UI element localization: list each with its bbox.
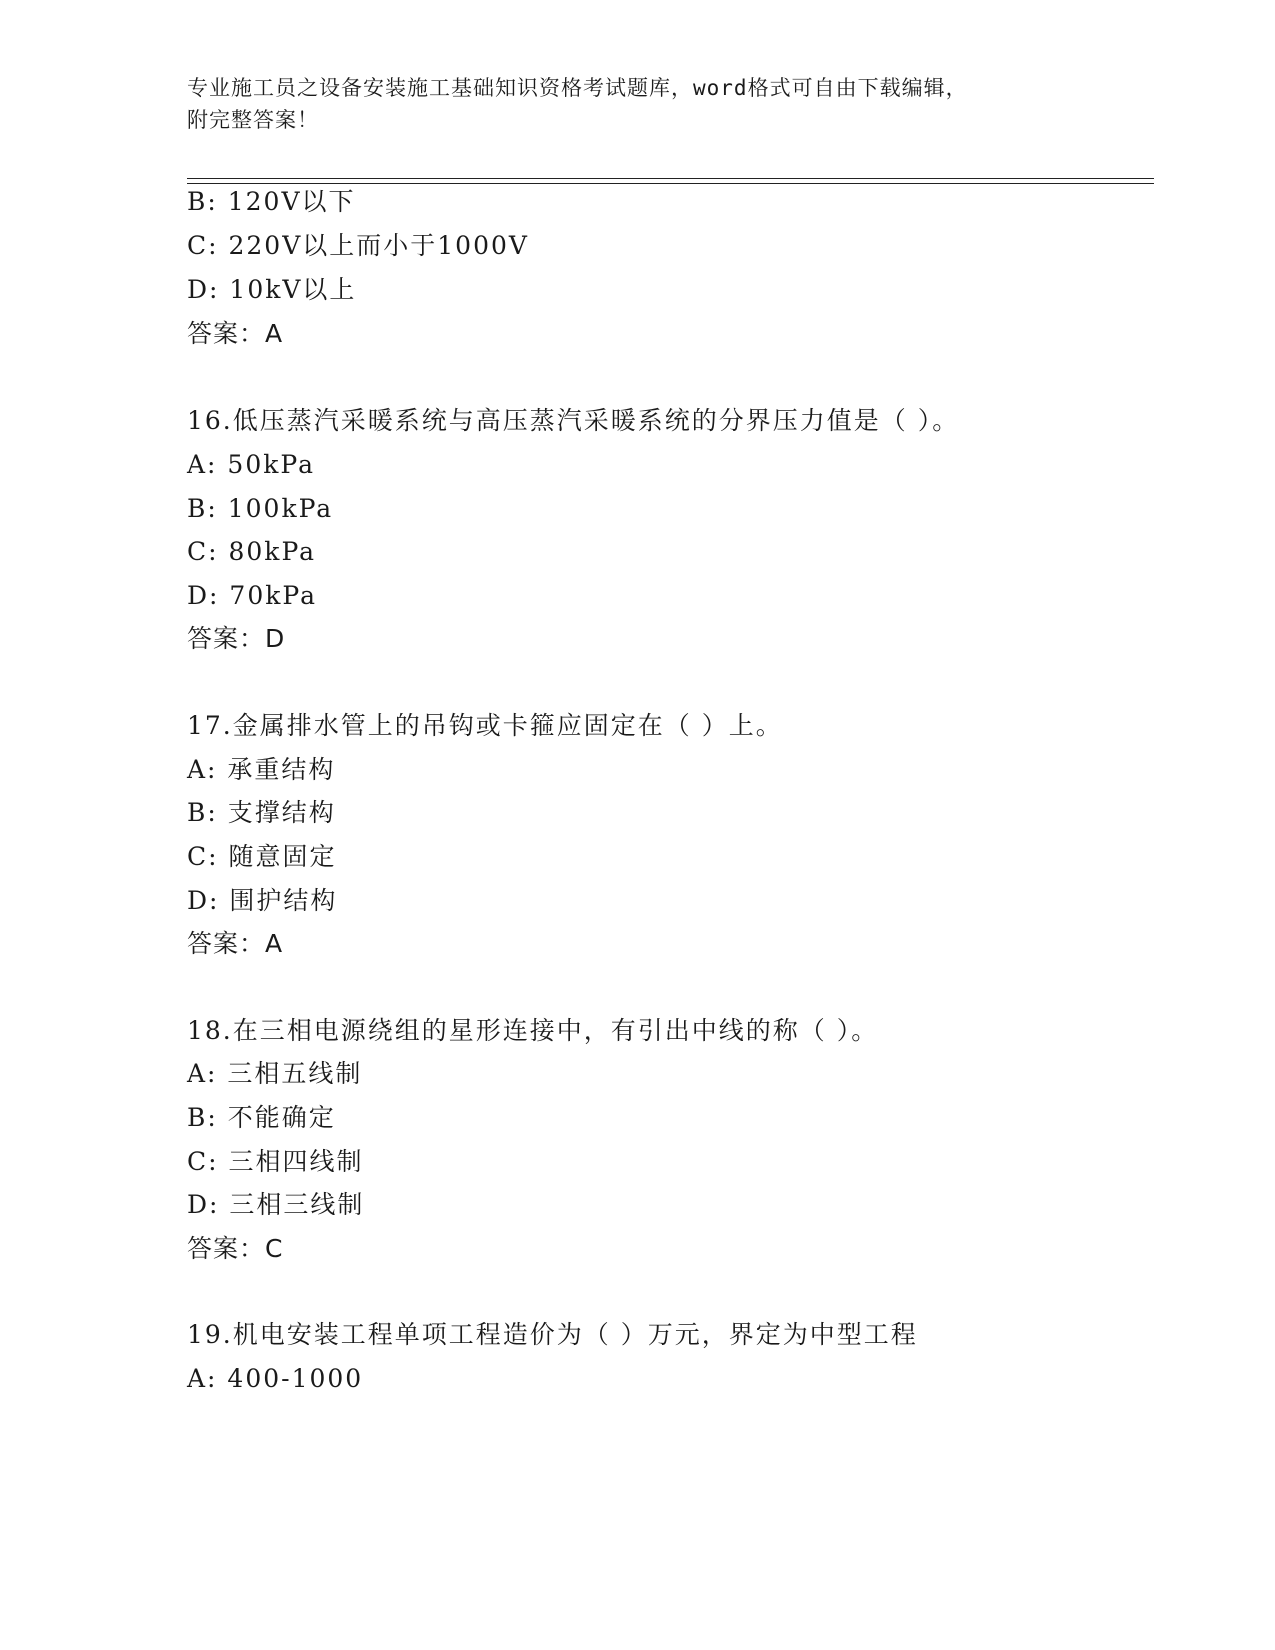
option-line: D: 70kPa (187, 581, 317, 610)
answer-line: 答案：A (187, 319, 284, 348)
option-line: B: 支撑结构 (187, 798, 336, 827)
option-line: B: 不能确定 (187, 1103, 336, 1132)
header-divider-top (187, 178, 1154, 179)
option-line: C: 80kPa (187, 537, 317, 566)
header-line-1: 专业施工员之设备安装施工基础知识资格考试题库，word格式可自由下载编辑， (187, 76, 968, 100)
option-line: D: 围护结构 (187, 886, 338, 915)
answer-line: 答案：D (187, 624, 286, 653)
option-line: A: 50kPa (187, 450, 315, 479)
header-divider-bottom (187, 183, 1154, 184)
option-line: A: 承重结构 (187, 755, 336, 784)
option-line: A: 三相五线制 (187, 1059, 363, 1088)
answer-line: 答案：C (187, 1234, 284, 1263)
question-text: 19.机电安装工程单项工程造价为（ ）万元，界定为中型工程 (187, 1320, 918, 1349)
option-line: B: 100kPa (187, 494, 334, 523)
option-line: D: 三相三线制 (187, 1190, 365, 1219)
option-line: B: 120V以下 (187, 187, 356, 216)
option-line: C: 三相四线制 (187, 1147, 364, 1176)
question-text: 17.金属排水管上的吊钩或卡箍应固定在（ ）上。 (187, 711, 783, 740)
question-text: 18.在三相电源绕组的星形连接中，有引出中线的称（ ）。 (187, 1016, 879, 1045)
document-header (187, 72, 1087, 136)
option-line: C: 随意固定 (187, 842, 337, 871)
header-line-2: 附完整答案！ (187, 108, 319, 132)
question-text: 16.低压蒸汽采暖系统与高压蒸汽采暖系统的分界压力值是（ ）。 (187, 406, 960, 435)
option-line: C: 220V以上而小于1000V (187, 231, 529, 260)
option-line: D: 10kV以上 (187, 275, 357, 304)
option-line: A: 400-1000 (187, 1364, 364, 1393)
answer-line: 答案：A (187, 929, 284, 958)
